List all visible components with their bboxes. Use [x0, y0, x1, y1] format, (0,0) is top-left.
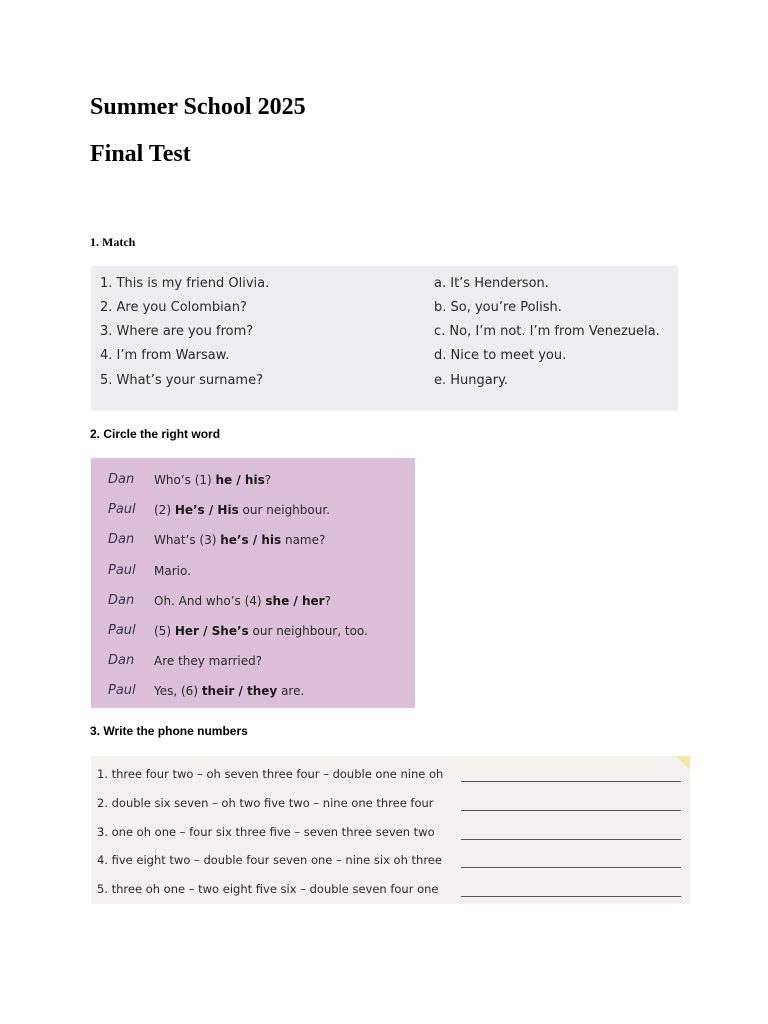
phone-number-words: 3. one oh one – four six three five – seven three seven two [97, 824, 435, 839]
word-choice[interactable]: he / his [215, 473, 265, 487]
exercise2-heading: 2. Circle the right word [90, 427, 221, 441]
match-right-item: b. So, you’re Polish. [434, 300, 562, 315]
dialogue-line [91, 679, 415, 703]
dialogue-text: Who’s (1) he / his? [154, 473, 272, 487]
page-title: Summer School 2025 [90, 94, 306, 120]
speaker-name: Dan [108, 532, 135, 548]
exercise3-box [91, 756, 690, 904]
speaker-name: Paul [108, 623, 136, 638]
dialogue-text: What’s (3) he’s / his name? [154, 533, 326, 548]
match-left-item: 1. This is my friend Olivia. [100, 276, 270, 291]
speaker-name: Dan [108, 472, 135, 487]
match-left-item: 3. Where are you from? [100, 324, 254, 339]
answer-blank[interactable] [461, 867, 681, 868]
answer-blank[interactable] [461, 810, 681, 811]
word-choice[interactable]: He’s / His [174, 503, 239, 518]
phone-number-item [97, 767, 687, 787]
exercise2-box [91, 458, 415, 708]
word-choice[interactable]: their / they [201, 684, 278, 699]
speaker-name: Paul [108, 502, 136, 518]
answer-blank[interactable] [461, 896, 681, 897]
dialogue-text: Yes, (6) their / they are. [154, 684, 305, 699]
match-left-item: 4. I’m from Warsaw. [100, 348, 230, 363]
speaker-name: Dan [108, 592, 135, 608]
speaker-name: Paul [108, 683, 136, 699]
speaker-name: Dan [108, 653, 135, 669]
dialogue-text: Mario. [154, 563, 191, 578]
match-right-item: e. Hungary. [434, 373, 509, 388]
match-right-item: c. No, I’m not. I’m from Venezuela. [434, 324, 660, 339]
answer-blank[interactable] [461, 781, 681, 782]
dialogue-text: Oh. And who’s (4) she / her? [154, 593, 331, 608]
phone-number-words: 1. three four two – oh seven three four – double one nine oh [97, 767, 444, 781]
phone-number-words: 2. double six seven – oh two five two – nine one three four [97, 795, 434, 810]
phone-number-item [97, 825, 687, 845]
dialogue-line [91, 619, 415, 643]
dialogue-line [91, 559, 415, 583]
word-choice[interactable]: he’s / his [220, 533, 282, 548]
word-choice[interactable]: Her / She’s [174, 624, 249, 638]
dialogue-text: Are they married? [154, 654, 263, 669]
answer-blank[interactable] [461, 839, 681, 840]
dialogue-line [91, 468, 415, 492]
match-left-item: 2. Are you Colombian? [100, 300, 247, 315]
match-left-item: 5. What’s your surname? [100, 373, 263, 388]
exercise1-heading: 1. Match [90, 235, 136, 249]
dialogue-text: (5) Her / She’s our neighbour, too. [154, 624, 368, 638]
phone-number-words: 5. three oh one – two eight five six – double seven four one [97, 882, 439, 897]
dialogue-line [91, 498, 415, 522]
dialogue-line [91, 649, 415, 673]
page-subtitle: Final Test [90, 141, 191, 167]
phone-number-words: 4. five eight two – double four seven one – nine six oh three [97, 853, 442, 868]
dialogue-line [91, 528, 415, 552]
match-right-item: a. It’s Henderson. [434, 276, 549, 291]
dialogue-line [91, 589, 415, 613]
phone-number-item [97, 882, 687, 902]
phone-number-item [97, 796, 687, 816]
phone-number-item [97, 853, 687, 873]
exercise3-heading: 3. Write the phone numbers [90, 724, 248, 738]
match-right-item: d. Nice to meet you. [434, 348, 567, 363]
word-choice[interactable]: she / her [265, 593, 325, 608]
exercise1-box [91, 266, 678, 411]
speaker-name: Paul [108, 562, 136, 578]
dialogue-text: (2) He’s / His our neighbour. [154, 503, 330, 518]
